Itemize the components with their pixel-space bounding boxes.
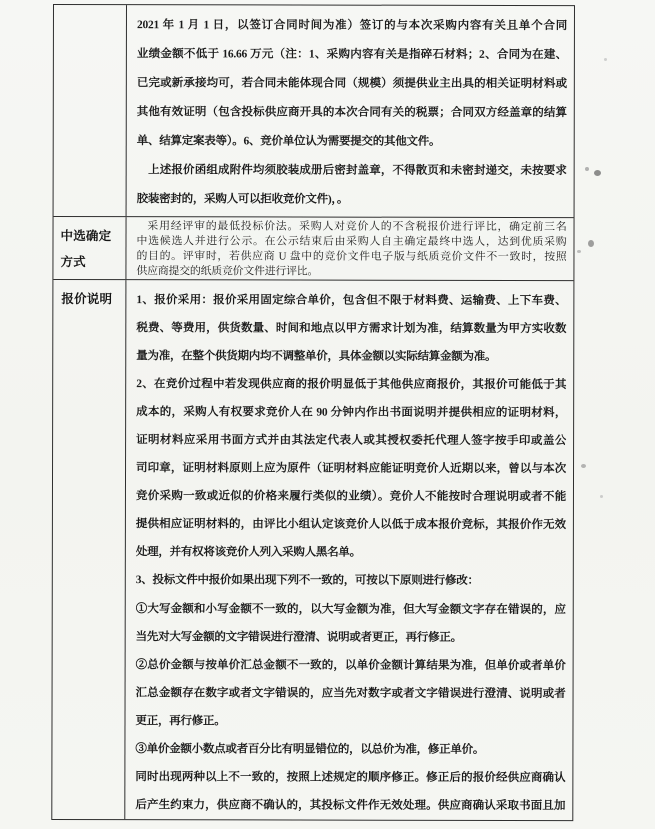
text-line: ②总价金额与按单价汇总金额不一致的，以单价金额计算结果为准，但单价或者单价 <box>135 658 566 672</box>
text-line: 量为准，在整个供货期内均不调整单价，具体金额以实际结算金额为准。 <box>136 350 497 364</box>
text-line: 已完或新承接均可，若合同未能体现合同（规模）须提供业主出具的相关证明材料或 <box>136 77 567 91</box>
row-label-cell <box>53 217 126 279</box>
row-label-cell <box>54 5 127 216</box>
text-line: 证明材料应采用书面方式并由其法定代表人或其授权委托代理人签字按手印或盖公 <box>136 434 567 448</box>
table-row <box>53 216 573 280</box>
row-content-cell <box>126 217 573 280</box>
text-line: ③单价金额小数点或者百分比有明显错位的，以总价为准，修正单价。 <box>135 742 485 756</box>
text-line: 竞价采购一致或近似的价格来履行类似的业绩）。竞价人不能按时合理说明或者不能 <box>135 490 566 504</box>
text-line: 中选候选人并进行公示。在公示结束后由采购人自主确定最终中选人，达到优质采购 <box>136 235 567 249</box>
text-line: 其他有效证明（包含投标供应商开具的本次合同有关的税票；合同双方经盖章的结算 <box>136 106 567 120</box>
row-content-cell <box>125 280 573 820</box>
row-label: 中选确定方式 <box>60 229 112 270</box>
text-line: 汇总金额存在数字或者文字错误的，应当先对数字或者文字错误进行澄清、说明或者 <box>135 686 566 700</box>
scan-artifact <box>594 170 601 176</box>
text-line: 业绩金额不低于 16.66 万元（注：1、采购内容有关是指碎石材料；2、合同为在建、 <box>136 48 567 62</box>
table-row <box>54 5 574 217</box>
text-line: 供应商提交的纸质竞价文件进行评比。 <box>136 265 319 278</box>
text-line: 提供相应证明材料的，由评比小组认定该竞价人以低于成本报价竞标，其报价作无效 <box>135 518 566 532</box>
text-line: 2、在竞价过程中若发现供应商的报价明显低于其他供应商报价，其报价可能低于其 <box>136 378 567 392</box>
text-line: 单、结算定案表等）。6、竞价单位认为需要提交的其他文件。 <box>136 135 441 148</box>
text-line: 采用经评审的最低投标价法。采购人对竞价人的不含税报价进行评比，确定前三名 <box>147 220 567 234</box>
text-line: 处理，并有权将该竞价人列入采购人黑名单。 <box>135 546 361 560</box>
scan-artifact <box>581 464 586 468</box>
procurement-terms-table <box>51 4 575 821</box>
text-line: 1、报价采用：报价采用固定综合单价，包含但不限于材料费、运输费、上下车费、 <box>136 294 567 308</box>
text-line: ①大写金额和小写金额不一致的，以大写金额为准，但大写金额文字存在错误的，应 <box>135 602 566 616</box>
scan-artifact <box>604 58 607 61</box>
text-line: 税费、等费用，供货数量、时间和地点以甲方需求计划为准，结算数量为甲方实收数 <box>136 322 567 336</box>
scan-artifact <box>585 167 589 171</box>
text-line: 成本的，采购人有权要求竞价人在 90 分钟内作出书面说明并提供相应的证明材料， <box>136 406 567 420</box>
row-label-cell <box>52 280 126 819</box>
text-line: 胶装密封的，采购人可以拒收竞价文件)，。 <box>136 193 349 206</box>
text-line: 3、投标文件中报价如果出现下列不一致的，可按以下原则进行修改： <box>135 574 479 588</box>
row-content-cell <box>127 5 574 217</box>
text-line: 当先对大写金额的文字错误进行澄清、说明或者更正，再行修正。 <box>135 630 462 644</box>
text-line: 的目的。评审时，若供应商 U 盘中的竞价文件电子版与纸质竞价文件不一致时，按照 <box>136 250 567 264</box>
text-line: 同时出现两种以上不一致的，按照上述规定的顺序修正。修正后的报价经供应商确认 <box>135 770 566 784</box>
text-line: 2021 年 1 月 1 日，以签订合同时间为准）签订的与本次采购内容有关且单个合同 <box>136 19 567 33</box>
row-label: 报价说明 <box>61 292 113 307</box>
text-line: 司印章，证明材料原则上应为原件（证明材料应能证明竞价人近期以来，曾以与本次 <box>136 462 567 476</box>
scan-artifact <box>588 240 594 247</box>
text-line: 更正，再行修正。 <box>135 714 226 728</box>
scan-artifact <box>600 495 603 498</box>
text-line: 上述报价函组成附件均须胶装成册后密封盖章，不得散页和未密封递交，未按要求 <box>148 164 567 178</box>
table-row <box>52 279 573 820</box>
scan-artifact <box>577 250 581 253</box>
text-line: 后产生约束力，供应商不确认的，其投标文件作无效处理。供应商确认采取书面且加 <box>135 799 566 812</box>
